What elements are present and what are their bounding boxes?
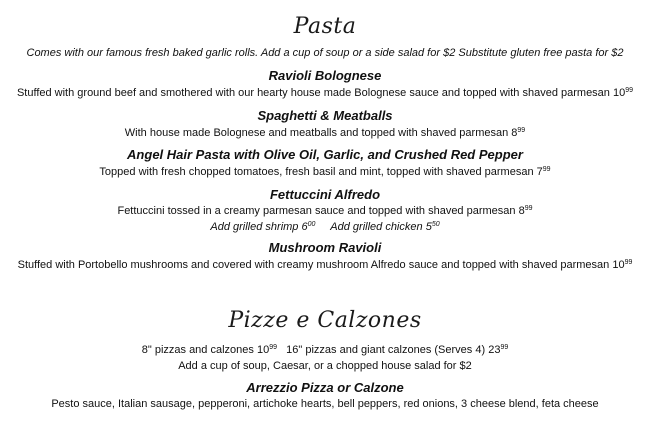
item-desc-fettuccini-alfredo <box>0 205 650 217</box>
item-desc-text: Stuffed with Portobello mushrooms and covered with creamy mushroom Alfredo sauce and topped with shaved parmesan <box>17 259 610 271</box>
item-desc-angel-hair-pasta <box>0 166 650 178</box>
item-desc-text: Fettuccini tossed in a creamy parmesan sauce and topped with shaved parmesan <box>117 205 516 217</box>
item-price-cents: 99 <box>517 127 526 134</box>
item-desc-ravioli-bolognese <box>0 87 650 99</box>
item-desc-text: Topped with fresh chopped tomatoes, fresh basil and mint, topped with shaved parmesan <box>99 166 534 178</box>
item-name-mushroom-ravioli: Mushroom Ravioli <box>268 240 382 255</box>
addon-chicken-price: 5 <box>425 221 432 233</box>
pizze-note: Add a cup of soup, Caesar, or a chopped house salad for $2 <box>178 360 472 372</box>
item-price: 10 <box>612 87 626 99</box>
item-addons-fettuccini-alfredo <box>0 221 650 233</box>
item-price-cents: 99 <box>524 205 533 212</box>
item-price: 8 <box>511 127 518 139</box>
addon-shrimp-price: 6 <box>301 221 308 233</box>
size-small-label: 8" pizzas and calzones <box>141 344 254 356</box>
item-price: 8 <box>518 205 525 217</box>
pasta-subtitle: Comes with our famous fresh baked garlic rolls. Add a cup of soup or a side salad for $2 Substitute gluten free pasta for $2 <box>26 47 624 59</box>
item-name-fettuccini-alfredo: Fettuccini Alfredo <box>269 187 381 202</box>
item-desc-text: With house made Bolognese and meatballs and topped with shaved parmesan <box>124 127 509 139</box>
size-large-cents: 99 <box>500 344 509 351</box>
item-price: 7 <box>536 166 543 178</box>
size-small-price: 10 <box>256 344 270 356</box>
item-desc-text: Stuffed with ground beef and smothered with our hearty house made Bolognese sauce and topped with shaved parmesan <box>16 87 610 99</box>
size-large-label: 16" pizzas and giant calzones (Serves 4) <box>286 344 486 356</box>
item-name-angel-hair-pasta: Angel Hair Pasta with Olive Oil, Garlic, and Crushed Red Pepper <box>127 147 523 162</box>
pasta-section-title: Pasta <box>293 14 357 39</box>
item-price-cents: 99 <box>542 166 551 173</box>
item-price: 10 <box>612 259 625 271</box>
size-small-cents: 99 <box>269 344 277 351</box>
item-price-cents: 99 <box>625 87 634 94</box>
item-desc-spaghetti-meatballs <box>0 127 650 139</box>
item-name-ravioli-bolognese: Ravioli Bolognese <box>268 68 382 83</box>
item-name-arrezzio-pizza: Arrezzio Pizza or Calzone <box>246 380 404 395</box>
item-price-cents: 99 <box>624 259 633 266</box>
addon-chicken: Add grilled chicken <box>330 221 423 233</box>
item-name-spaghetti-meatballs: Spaghetti & Meatballs <box>257 108 393 123</box>
addon-shrimp-cents: 00 <box>307 221 316 228</box>
size-large-price: 23 <box>488 344 501 356</box>
addon-chicken-cents: 50 <box>431 221 440 228</box>
item-desc-arrezzio-pizza: Pesto sauce, Italian sausage, pepperoni, artichoke hearts, bell peppers, red onions, 3 cheese blend, feta cheese <box>51 398 599 410</box>
pizze-size-prices <box>0 344 650 356</box>
addon-shrimp: Add grilled shrimp <box>210 221 299 233</box>
item-desc-mushroom-ravioli <box>0 259 650 271</box>
pizze-section-title: Pizze e Calzones <box>228 308 422 333</box>
